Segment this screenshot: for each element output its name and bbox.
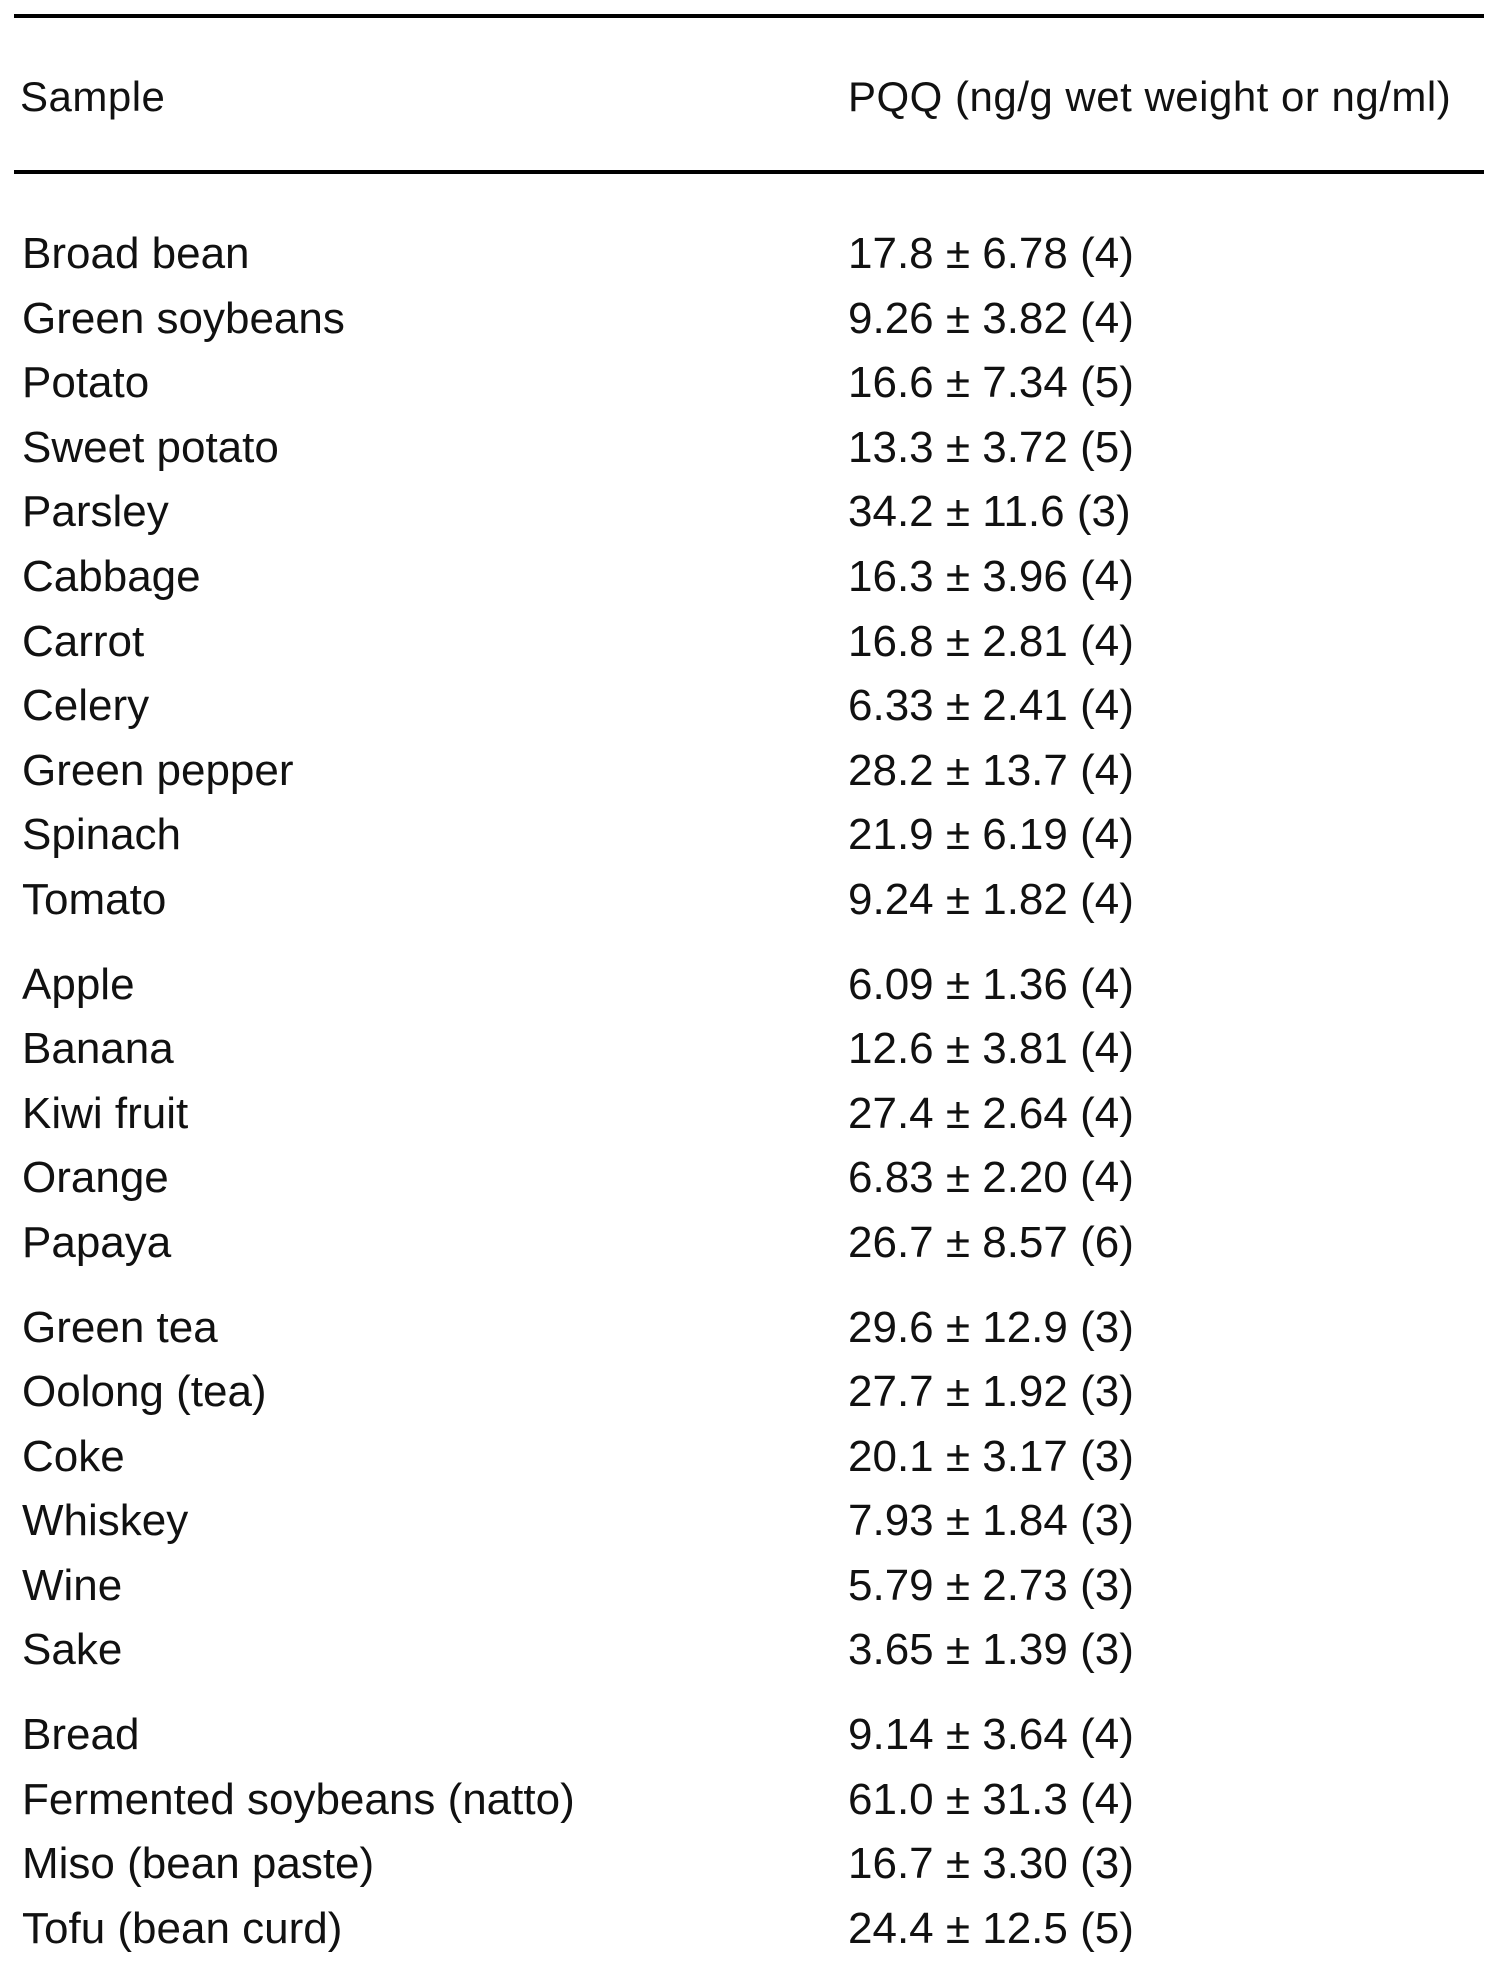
sample-name: Papaya [22, 1217, 172, 1267]
sample-name: Green pepper [22, 745, 294, 795]
beverages-group [0, 1296, 1500, 1684]
sample-name: Parsley [22, 487, 169, 537]
pqq-value: 6.33 ± 2.41 (4) [848, 681, 1134, 731]
pqq-value: 9.14 ± 3.64 (4) [848, 1710, 1134, 1760]
pqq-value: 6.09 ± 1.36 (4) [848, 959, 1134, 1009]
table-row [0, 674, 1500, 739]
pqq-column-header: PQQ (ng/g wet weight or ng/ml) [848, 73, 1452, 120]
sample-name: Miso (bean paste) [22, 1839, 375, 1889]
header-bottom-rule [14, 170, 1484, 174]
sample-name: Broad bean [22, 229, 250, 278]
table-row [0, 1017, 1500, 1082]
pqq-value: 6.83 ± 2.20 (4) [848, 1153, 1134, 1203]
table-row [0, 1554, 1500, 1619]
sample-name: Celery [22, 681, 150, 731]
vegetables-group [0, 222, 1500, 933]
table-row [0, 287, 1500, 352]
pqq-value: 26.7 ± 8.57 (6) [848, 1217, 1134, 1267]
table-row [0, 1703, 1500, 1768]
table-row [0, 1489, 1500, 1554]
pqq-value: 9.24 ± 1.82 (4) [848, 874, 1134, 924]
table-row [0, 803, 1500, 868]
pqq-value: 16.8 ± 2.81 (4) [848, 616, 1134, 666]
sample-name: Fermented soybeans (natto) [22, 1774, 575, 1824]
pqq-value: 20.1 ± 3.17 (3) [848, 1431, 1134, 1481]
pqq-value: 16.7 ± 3.30 (3) [848, 1839, 1134, 1889]
table-row [0, 1082, 1500, 1147]
pqq-value: 13.3 ± 3.72 (5) [848, 422, 1134, 472]
table-row [0, 1211, 1500, 1276]
fruits-group [0, 953, 1500, 1276]
table-row [0, 1618, 1500, 1683]
table-body [0, 222, 1500, 1961]
sample-name: Bread [22, 1710, 140, 1760]
sample-name: Green tea [22, 1302, 218, 1352]
sample-name: Spinach [22, 810, 182, 860]
pqq-value: 3.65 ± 1.39 (3) [848, 1625, 1134, 1675]
sample-name: Wine [22, 1560, 123, 1610]
table-row [0, 953, 1500, 1018]
sample-name: Cabbage [22, 551, 201, 601]
sample-name: Sake [22, 1625, 123, 1675]
sample-name: Apple [22, 959, 135, 1009]
pqq-value: 16.6 ± 7.34 (5) [848, 358, 1134, 408]
pqq-value: 7.93 ± 1.84 (3) [848, 1496, 1134, 1546]
sample-name: Potato [22, 358, 150, 408]
pqq-value: 9.26 ± 3.82 (4) [848, 293, 1134, 343]
sample-name: Coke [22, 1431, 125, 1481]
table-row [0, 480, 1500, 545]
table-row [0, 610, 1500, 675]
table-row [0, 868, 1500, 933]
pqq-value: 27.4 ± 2.64 (4) [848, 1088, 1134, 1138]
pqq-value: 34.2 ± 11.6 (3) [848, 487, 1131, 537]
pqq-value: 12.6 ± 3.81 (4) [848, 1024, 1134, 1074]
table-row [0, 416, 1500, 481]
table-row [0, 739, 1500, 804]
pqq-value: 28.2 ± 13.7 (4) [848, 745, 1134, 795]
pqq-value: 61.0 ± 31.3 (4) [848, 1774, 1134, 1824]
pqq-value: 5.79 ± 2.73 (3) [848, 1560, 1134, 1610]
pqq-value: 21.9 ± 6.19 (4) [848, 810, 1134, 860]
table-top-rule [14, 14, 1484, 18]
sample-column-header: Sample [20, 73, 166, 120]
table-row [0, 1360, 1500, 1425]
pqq-value: 17.8 ± 6.78 (4) [848, 229, 1134, 278]
sample-name: Sweet potato [22, 422, 279, 472]
sample-name: Kiwi fruit [22, 1088, 189, 1138]
sample-name: Orange [22, 1153, 169, 1203]
processed-foods-group [0, 1703, 1500, 1961]
sample-name: Banana [22, 1024, 174, 1074]
sample-name: Tomato [22, 874, 167, 924]
table-row [0, 222, 1500, 287]
pqq-value: 27.7 ± 1.92 (3) [848, 1367, 1134, 1417]
table-row [0, 1146, 1500, 1211]
sample-name: Whiskey [22, 1496, 189, 1546]
table-row [0, 1296, 1500, 1361]
sample-name: Tofu (bean curd) [22, 1903, 343, 1953]
sample-name: Carrot [22, 616, 145, 666]
pqq-value: 29.6 ± 12.9 (3) [848, 1302, 1134, 1352]
table-row [0, 545, 1500, 610]
table-row [0, 351, 1500, 416]
pqq-value: 24.4 ± 12.5 (5) [848, 1903, 1134, 1953]
pqq-value: 16.3 ± 3.96 (4) [848, 551, 1134, 601]
table-row [0, 1897, 1500, 1962]
table-row [0, 1832, 1500, 1897]
sample-name: Oolong (tea) [22, 1367, 267, 1417]
sample-name: Green soybeans [22, 293, 345, 343]
table-row [0, 1768, 1500, 1833]
table-row [0, 1425, 1500, 1490]
